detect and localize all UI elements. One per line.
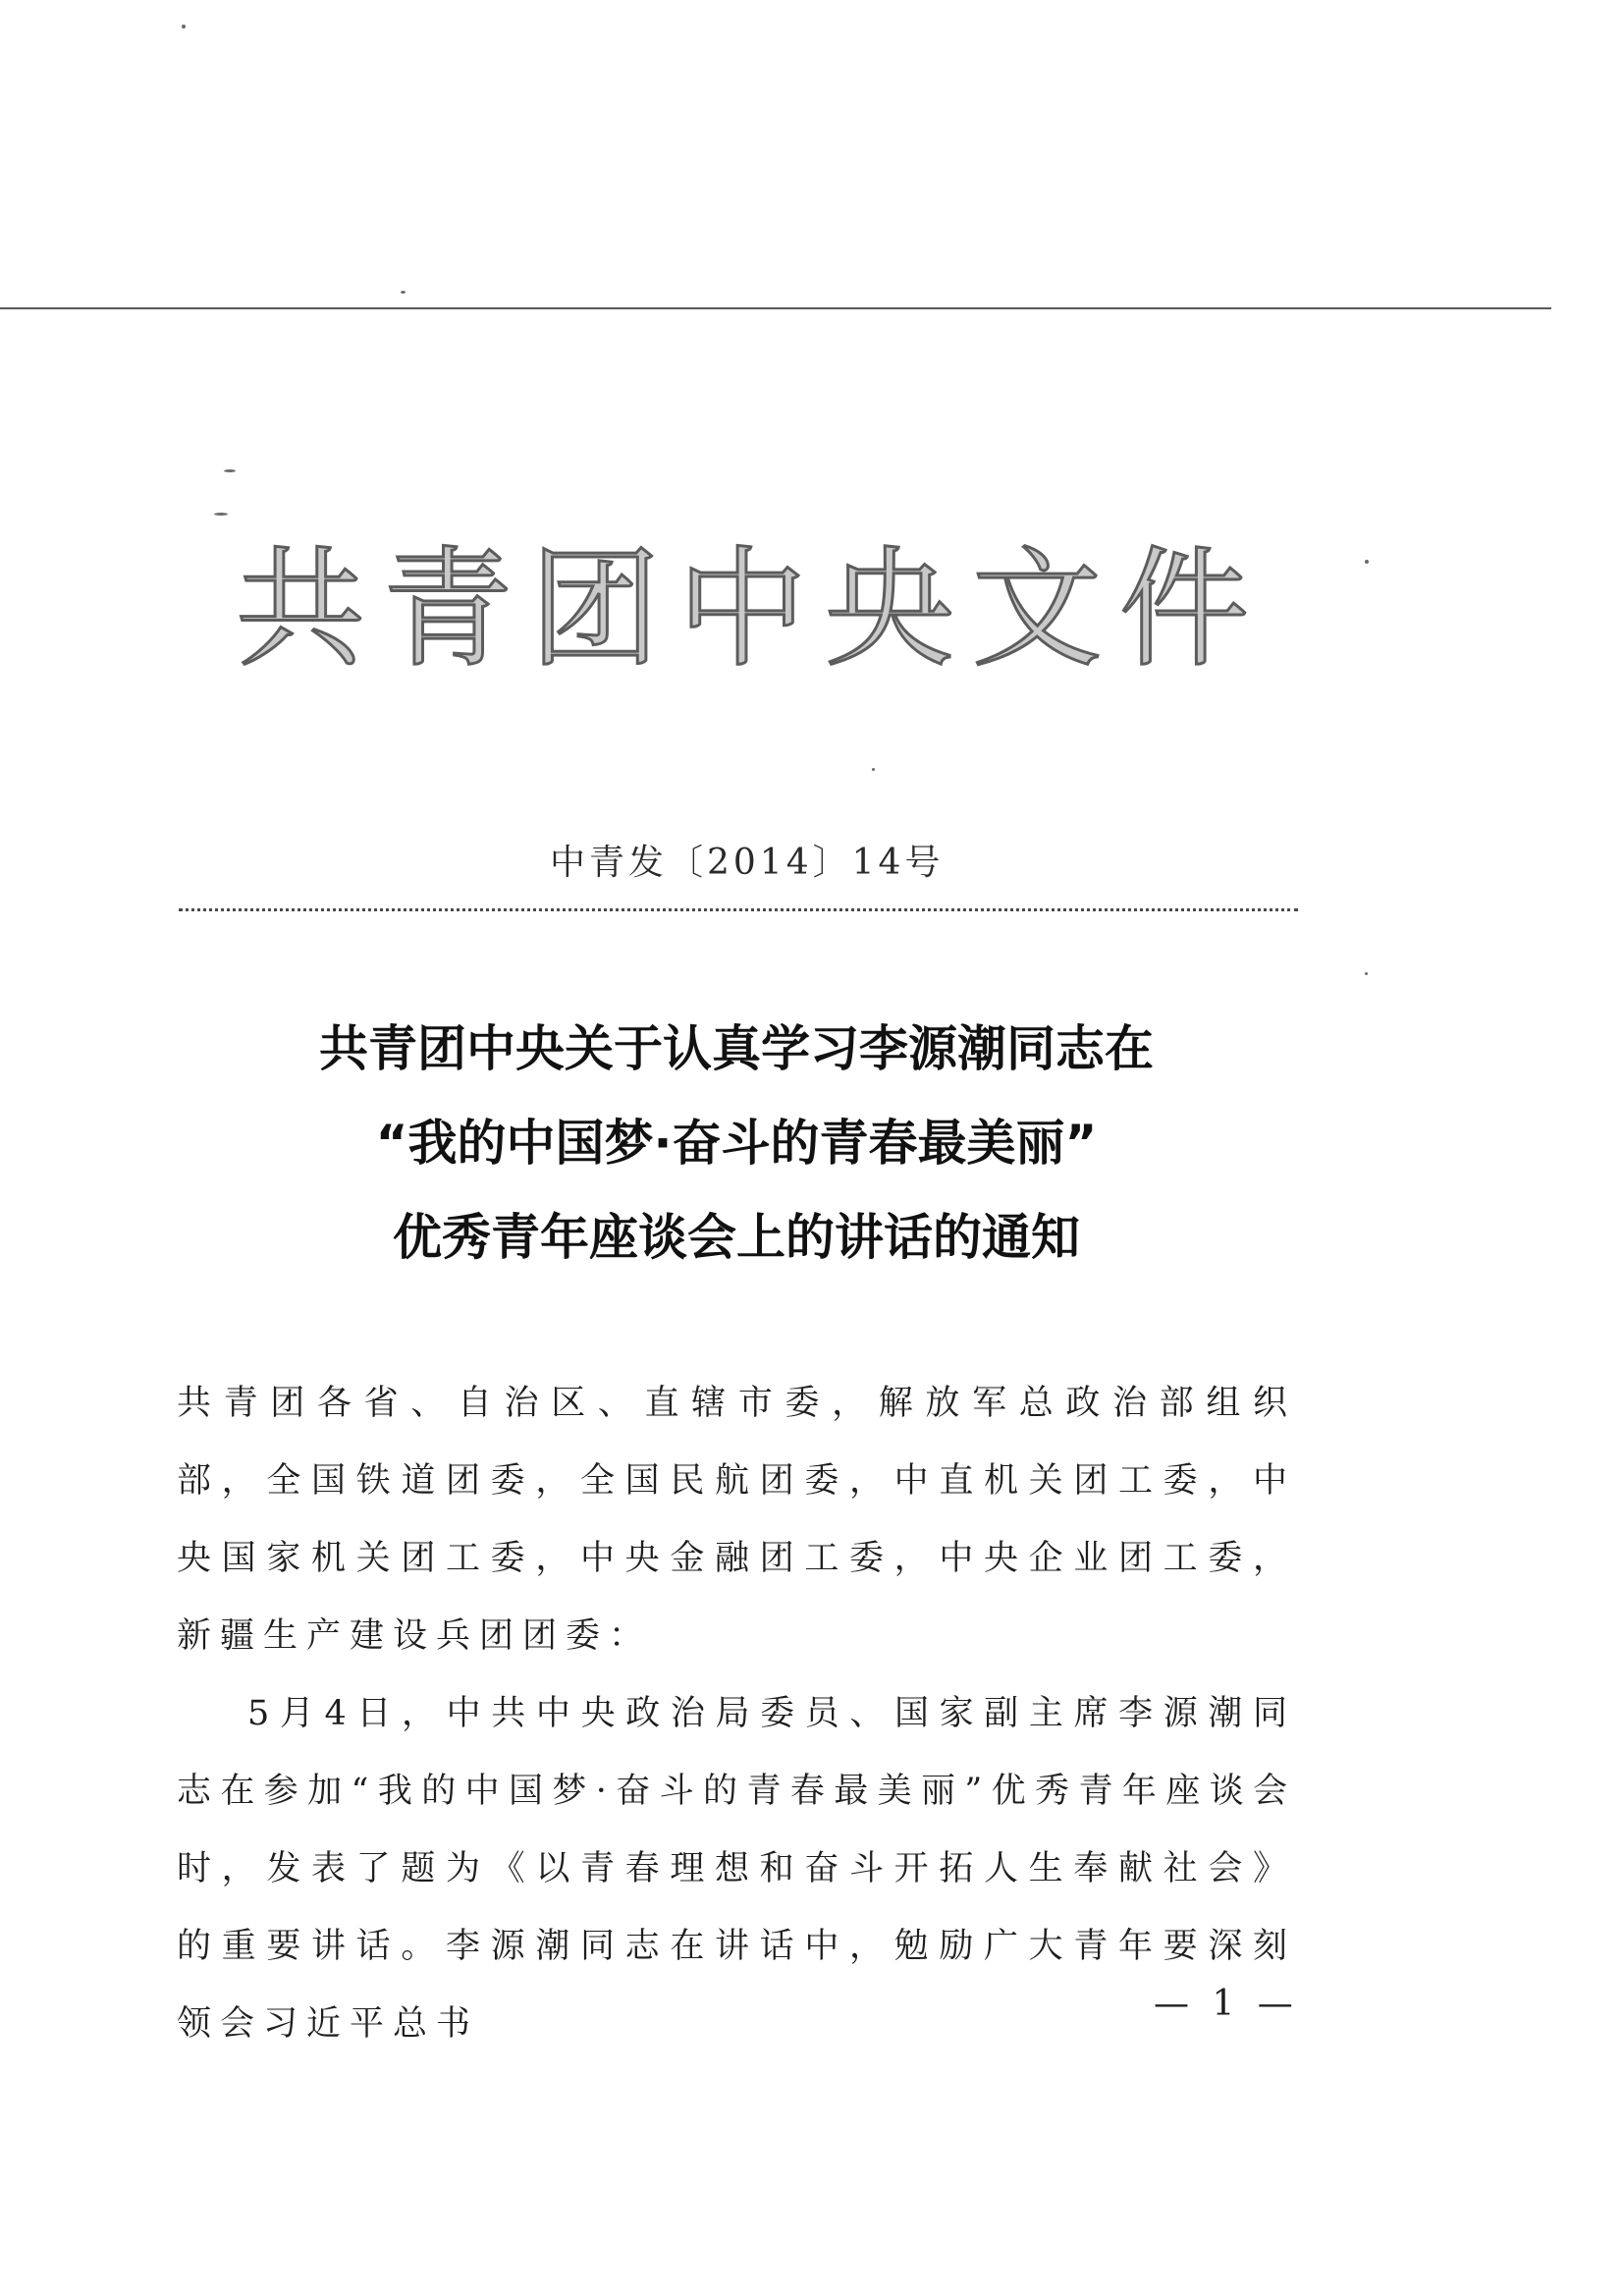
- document-title: [177, 1002, 1296, 1285]
- title-line-3: 优秀青年座谈会上的讲话的通知: [393, 1209, 1080, 1266]
- title-line-1: 共青团中央关于认真学习李源潮同志在: [319, 1020, 1154, 1077]
- scan-speck: [182, 25, 186, 28]
- page-number: — 1 —: [1154, 1984, 1299, 2024]
- scan-speck: [872, 768, 875, 771]
- scan-speck: [1365, 560, 1369, 564]
- scan-speck: [214, 513, 228, 516]
- scan-speck: [401, 291, 406, 294]
- addressee-paragraph: 共青团各省、自治区、直辖市委，解放军总政治部组织部，全国铁道团委，全国民航团委，中直机关团工委，中央国家机关团工委，中央金融团工委，中央企业团工委，新疆生产建设兵团团委：: [177, 1384, 1296, 1656]
- body-paragraph-1: 5月4日，中共中央政治局委员、国家副主席李源潮同志在参加“我的中国梦·奋斗的青春最美丽”优秀青年座谈会时，发表了题为《以青春理想和奋斗开拓人生奉献社会》的重要讲话。李源潮同志在讲话中，勉励广大青年要深刻领会习近平总书: [177, 1694, 1296, 2044]
- top-separator-line: [0, 307, 1551, 309]
- scan-speck: [1365, 972, 1368, 975]
- document-body: [177, 1365, 1296, 2063]
- title-line-2: “我的中国梦·奋斗的青春最美丽”: [375, 1115, 1098, 1172]
- document-number: 中青发〔2014〕14号: [550, 843, 945, 883]
- scan-speck: [224, 469, 236, 472]
- issuer-header-title: 共青团中央文件: [236, 534, 1267, 685]
- number-separator-line: [179, 908, 1298, 911]
